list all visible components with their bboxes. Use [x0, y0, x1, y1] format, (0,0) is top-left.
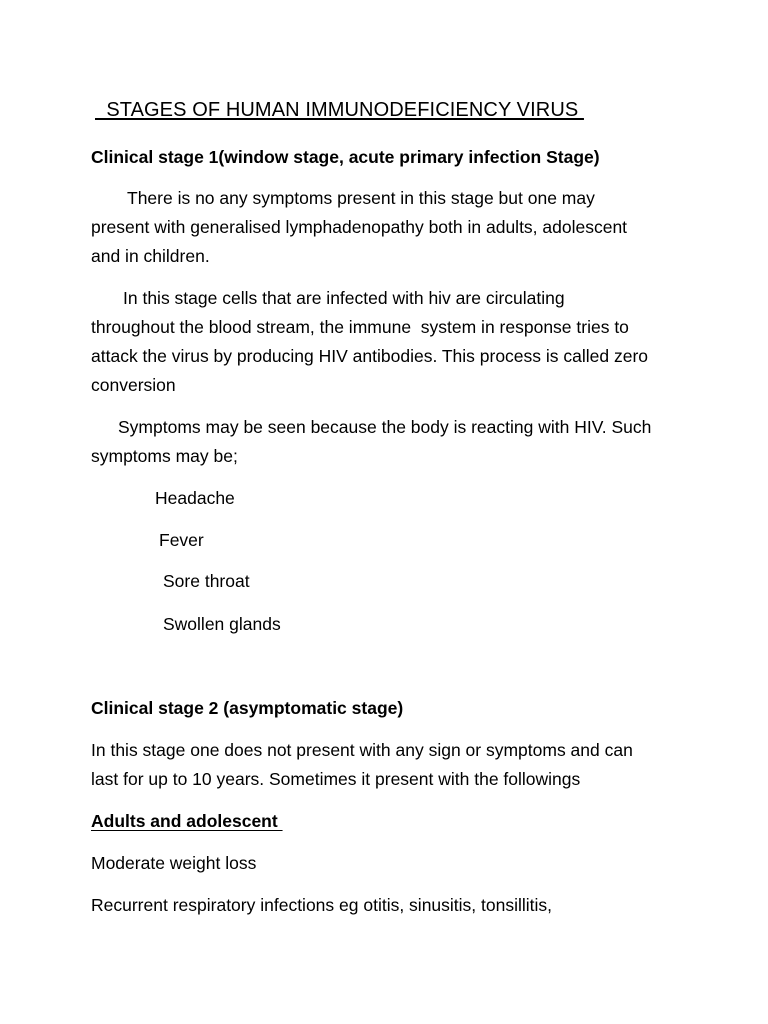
- stage2-heading: Clinical stage 2 (asymptomatic stage): [91, 698, 404, 718]
- stage1-para3-line1: Symptoms may be seen because the body is reacting with HIV. Such: [118, 417, 652, 437]
- stage1-para3-line2: symptoms may be;: [91, 446, 238, 466]
- stage1-heading: Clinical stage 1(window stage, acute primary infection Stage): [91, 147, 600, 167]
- stage1-para2-line2: throughout the blood stream, the immune system in response tries to: [91, 317, 629, 337]
- symptom-item: Headache: [155, 488, 235, 508]
- stage1-para2-line3: attack the virus by producing HIV antibodies. This process is called zero: [91, 346, 649, 366]
- stage1-para2-line1: In this stage cells that are infected with hiv are circulating: [123, 288, 565, 308]
- stage1-para1-line2: present with generalised lymphadenopathy both in adults, adolescent: [91, 217, 628, 237]
- stage1-para1-line3: and in children.: [91, 246, 210, 266]
- stage2-item: Moderate weight loss: [91, 853, 257, 873]
- stage2-item: Recurrent respiratory infections eg otitis, sinusitis, tonsillitis,: [91, 895, 553, 915]
- stage1-para1-line1: There is no any symptoms present in this stage but one may: [127, 188, 595, 208]
- stage2-para1-line1: In this stage one does not present with any sign or symptoms and can: [91, 740, 633, 760]
- stage1-para2-line4: conversion: [91, 375, 176, 395]
- symptom-item: Swollen glands: [163, 614, 281, 634]
- stage2-subheading: Adults and adolescent: [91, 811, 283, 831]
- symptom-item: Sore throat: [163, 571, 250, 591]
- document-title: STAGES OF HUMAN IMMUNODEFICIENCY VIRUS: [95, 99, 584, 121]
- symptom-item: Fever: [159, 530, 204, 550]
- stage2-para1-line2: last for up to 10 years. Sometimes it present with the followings: [91, 769, 581, 789]
